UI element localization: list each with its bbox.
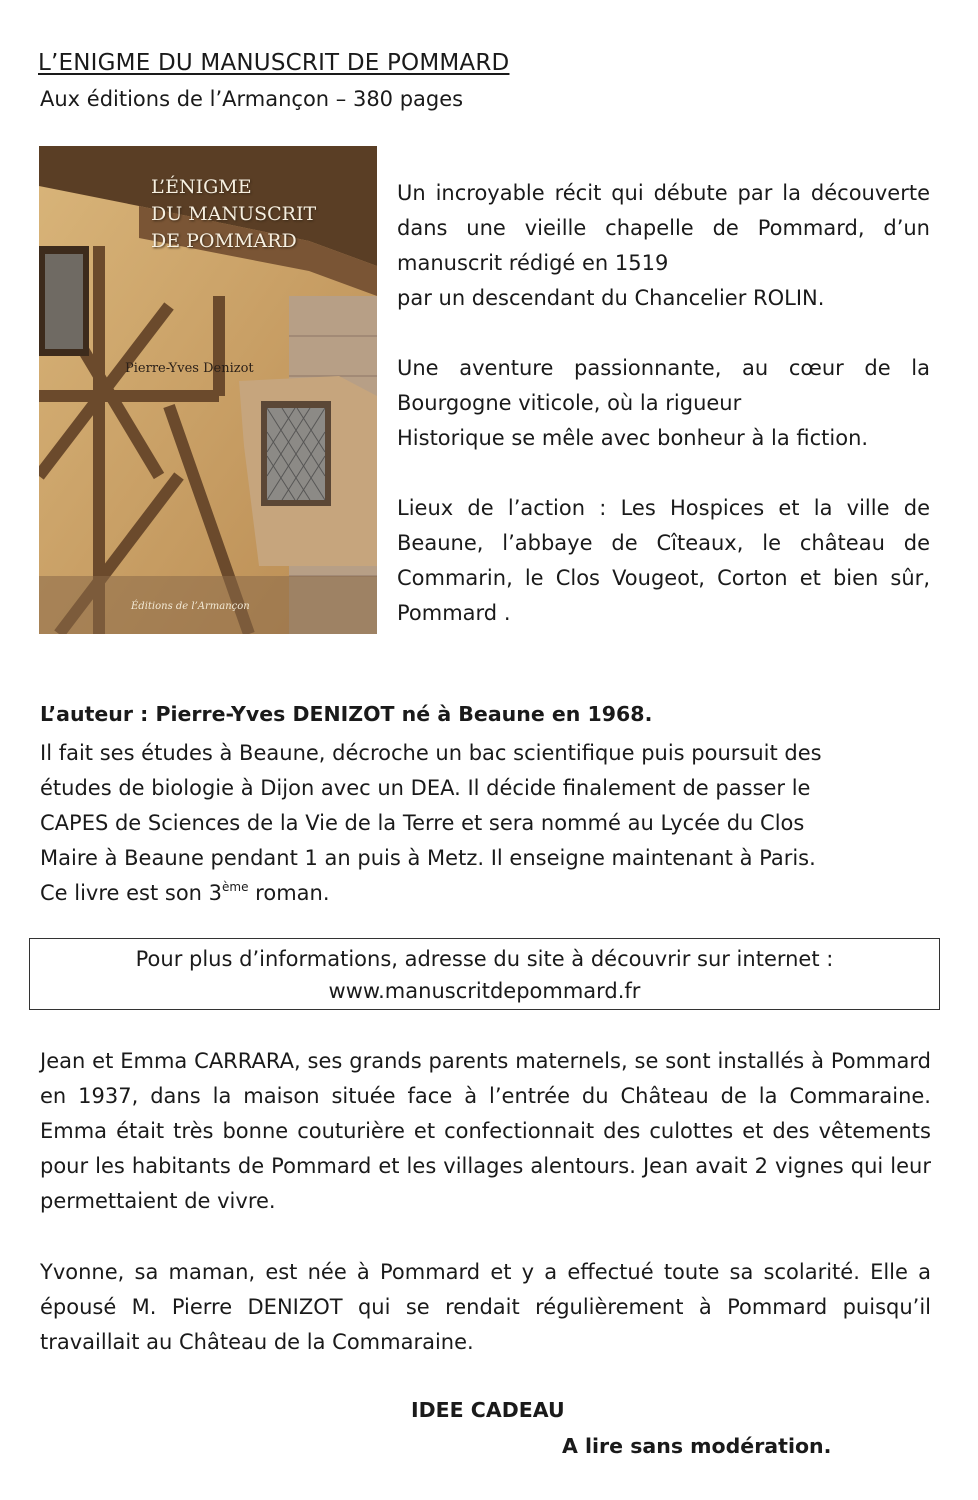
- description-paragraph-3: [397, 491, 930, 631]
- cover-title: [151, 174, 321, 255]
- description-text: Lieux de l’action : Les Hospices et la ville de Beaune, l’abbaye de Cîteaux, le château de Commarin, le Clos Vougeot, Corton et bien sûr, Pommard .: [397, 496, 930, 625]
- cover-title-line: DE POMMARD: [151, 230, 297, 252]
- description-paragraph-1: [397, 176, 930, 316]
- description-text: Une aventure passionnante, au cœur de la Bourgogne viticole, où la rigueur: [397, 356, 930, 415]
- bio-last-suffix: roman.: [248, 881, 330, 905]
- bio-line: Maire à Beaune pendant 1 an puis à Metz. Il enseigne maintenant à Paris.: [40, 846, 816, 870]
- cover-publisher: Éditions de l’Armançon: [131, 601, 250, 612]
- description-text: Un incroyable récit qui débute par la découverte dans une vieille chapelle de Pommard, d’un manuscrit rédigé en 1519: [397, 181, 930, 275]
- cover-author: Pierre-Yves Denizot: [125, 361, 254, 376]
- author-bio: [40, 736, 940, 911]
- page-title: L’ENIGME DU MANUSCRIT DE POMMARD: [38, 50, 510, 76]
- book-cover-image: [39, 146, 377, 634]
- info-text: Pour plus d’informations, adresse du site à découvrir sur internet :: [135, 947, 834, 971]
- bio-line-last: [40, 876, 940, 911]
- description-paragraph-2: [397, 351, 930, 456]
- page-subtitle: Aux éditions de l’Armançon – 380 pages: [40, 87, 464, 111]
- description-text-end: par un descendant du Chancelier ROLIN.: [397, 286, 825, 310]
- description-text-end: Historique se mêle avec bonheur à la fiction.: [397, 426, 869, 450]
- bio-line: CAPES de Sciences de la Vie de la Terre et sera nommé au Lycée du Clos: [40, 811, 805, 835]
- author-heading: L’auteur : Pierre-Yves DENIZOT né à Beaune en 1968.: [40, 702, 653, 726]
- cover-title-line: L’ÉNIGME: [151, 176, 252, 198]
- bio-line: Il fait ses études à Beaune, décroche un bac scientifique puis poursuit des: [40, 741, 822, 765]
- bio-last-prefix: Ce livre est son 3: [40, 881, 223, 905]
- bio-line: études de biologie à Dijon avec un DEA. Il décide finalement de passer le: [40, 776, 811, 800]
- website-url: www.manuscritdepommard.fr: [328, 979, 641, 1003]
- website-info-box: [29, 938, 940, 1010]
- gift-idea-label: IDEE CADEAU: [411, 1398, 565, 1422]
- cover-title-line: DU MANUSCRIT: [151, 203, 317, 225]
- family-paragraph-1: [40, 1044, 931, 1219]
- family-paragraph-2: [40, 1255, 931, 1360]
- bio-ordinal-suffix: ème: [222, 880, 249, 894]
- read-tagline: A lire sans modération.: [562, 1434, 832, 1458]
- family-text: Jean et Emma CARRARA, ses grands parents maternels, se sont installés à Pommard en 1937, dans la maison située face à l’entrée du Château de la Commaraine. Emma était très bonne couturière et confectionnait des culottes et des vêtements pour les habitants de Pommard et les villages alentours. Jean avait 2 vignes qui leur permettaient de vivre.: [40, 1049, 931, 1213]
- family-text: Yvonne, sa maman, est née à Pommard et y a effectué toute sa scolarité. Elle a épousé M. Pierre DENIZOT qui se rendait régulièrement à Pommard puisqu’il travaillait au Château de la Commaraine.: [40, 1260, 931, 1354]
